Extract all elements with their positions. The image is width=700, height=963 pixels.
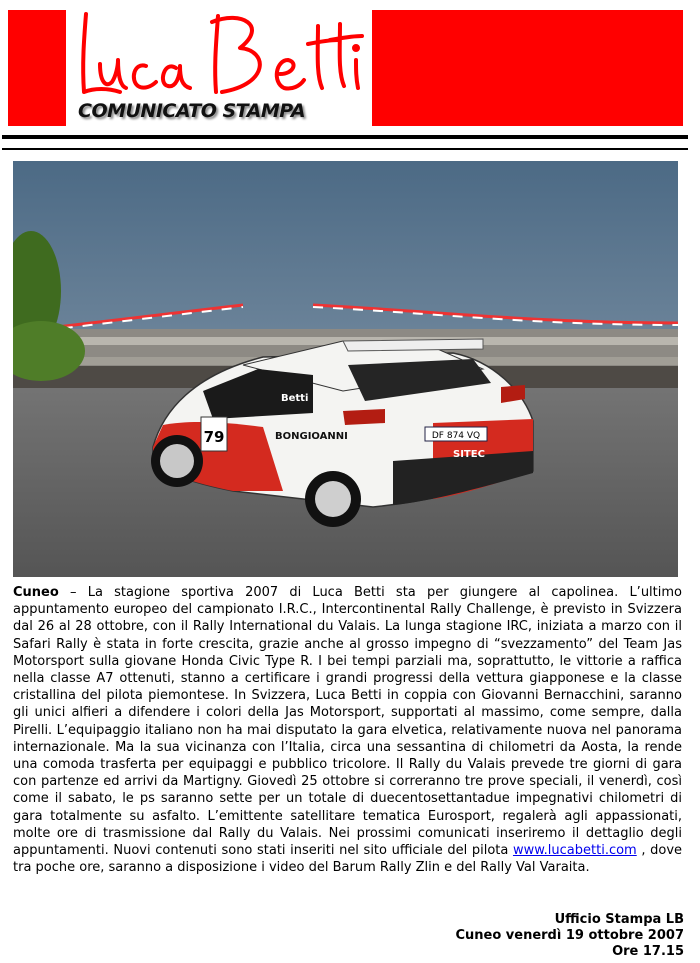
red-banner-right xyxy=(372,10,683,126)
signature-block xyxy=(455,912,684,960)
window-driver-name: Betti xyxy=(281,393,309,404)
release-time: Ore 17.15 xyxy=(612,944,684,959)
car-number: 79 xyxy=(203,428,225,446)
header-subtitle: COMUNICATO STAMPA xyxy=(78,100,306,122)
red-banner-left xyxy=(8,10,66,126)
website-link[interactable]: www.lucabetti.com xyxy=(512,843,637,859)
header-rule-thick xyxy=(2,135,688,139)
header xyxy=(0,0,700,140)
sponsor-sitec: SITEC xyxy=(453,449,485,460)
press-release-body xyxy=(13,584,682,876)
place-date: Cuneo venerdì 19 ottobre 2007 xyxy=(455,928,684,943)
article-text-main: – La stagione sportiva 2007 di Luca Betti sta per giungere al capolinea. L’ultimo appuntamento europeo del campionato I.R.C., Intercontinental Rally Challenge, è previsto in Svizzera dal 26 al 28 ottobre, con il Rally International du Valais. La lunga stagione IRC, iniziata a marzo con il Safari Rally è stata in forte crescita, grazie anche al grosso impegno di “svezzamento” del Team Jas Motorsport sulla giovane Honda Civic Type R. I bei tempi parziali ma, soprattutto, le vittorie a raffica nella classe A7 ottenuti, stanno a certificare i grandi progressi della vettura giapponese e la classe cristallina del pilota piemontese. In Svizzera, Luca Betti in coppia con Giovanni Bernacchini, saranno gli unici alfieri a difendere i colori della Jas Motorsport, supportati al massimo, come sempre, dalla Pirelli. L’equipaggio italiano non ha mai disputato la gara elvetica, relativamente nuova nel panorama internazionale. Ma la sua vicinanza con l’Italia, circa una sessantina di chilometri da Aosta, la rende una comoda trasferta per equipaggi e pubblico tricolore. Il Rally du Valais prevede tre giorni di gara con partenze ed arrivi da Martigny. Giovedì 25 ottobre si correranno tre prove speciali, il venerdì, così come il sabato, le ps saranno sette per un totale di duecentosettantadue impegnativi chilometri di gara totalmente su asfalto. L’emittente satellitare tematica Eurosport, regalerà agli appassionati, molte ore di trasmissione dal Rally du Valais. Nei prossimi comunicati inseriremo il dettaglio degli appuntamenti. Nuovi contenuti sono stati inseriti nel sito ufficiale del pilota xyxy=(13,585,682,859)
article-lead: Cuneo xyxy=(13,585,59,600)
sponsor-bongioanni: BONGIOANNI xyxy=(275,431,348,442)
header-rule-thin xyxy=(2,148,688,150)
article-text-end: , dove tra poche ore, saranno a disposizione i video del Barum Rally Zlin e del Rally Val Varaita. xyxy=(13,843,683,876)
rally-car-photo xyxy=(13,161,678,577)
press-office: Ufficio Stampa LB xyxy=(554,912,684,927)
license-plate: DF 874 VQ xyxy=(431,431,481,441)
